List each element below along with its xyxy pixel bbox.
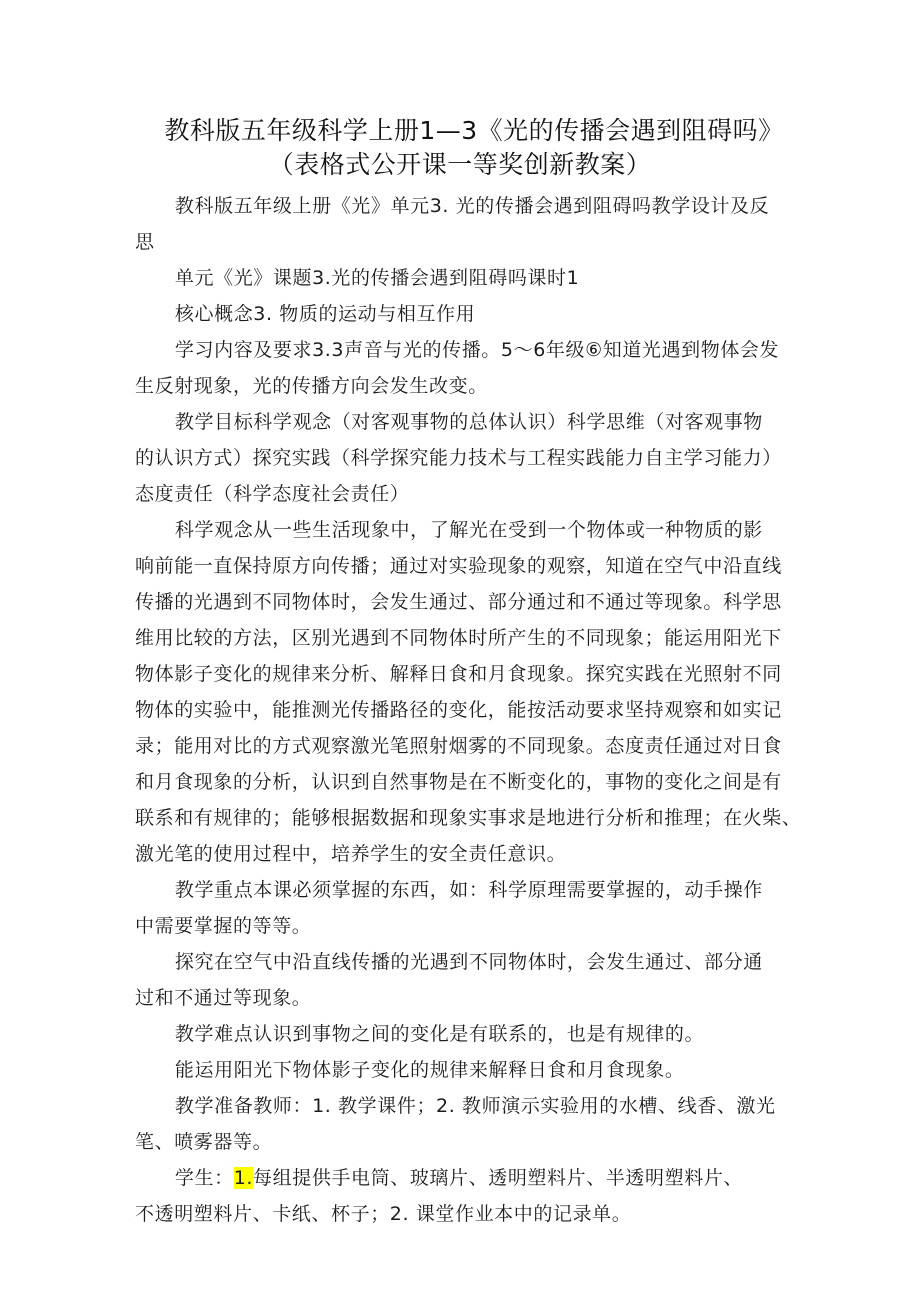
paragraph-line: 过和不通过等现象。 bbox=[135, 987, 312, 1009]
paragraph bbox=[135, 1016, 795, 1052]
paragraph-line: 教科版五年级上册《光》单元3. 光的传播会遇到阻碍吗教学设计及反 bbox=[174, 195, 770, 217]
paragraph bbox=[135, 944, 795, 1016]
paragraph bbox=[135, 872, 795, 944]
paragraph-line: 科学观念从一些生活现象中，了解光在受到一个物体或一种物质的影 bbox=[174, 519, 763, 541]
paragraph-line: 联系和有规律的；能够根据数据和现象实事求是地进行分析和推理；在火柴、 bbox=[135, 807, 802, 829]
paragraph-list bbox=[135, 188, 802, 1160]
paragraph-line: 单元《光》课题3.光的传播会遇到阻碍吗课时1 bbox=[174, 267, 580, 289]
paragraph-line: 传播的光遇到不同物体时，会发生通过、部分通过和不通过等现象。科学思 bbox=[135, 591, 782, 613]
paragraph-line: 维用比较的方法，区别光遇到不同物体时所产生的不同现象；能运用阳光下 bbox=[135, 627, 782, 649]
paragraph-line: 响前能一直保持原方向传播；通过对实验现象的观察，知道在空气中沿直线 bbox=[135, 555, 782, 577]
paragraph-line bbox=[135, 1160, 795, 1196]
document-subtitle: （表格式公开课一等奖创新教案） bbox=[268, 150, 652, 179]
paragraph-line: 态度责任（科学态度社会责任） bbox=[135, 483, 410, 505]
paragraph-text: 每组提供手电筒、玻璃片、透明塑料片、半透明塑料片、 bbox=[253, 1167, 744, 1189]
paragraph-line: 的认识方式）探究实践（科学探究能力技术与工程实践能力自主学习能力） bbox=[135, 447, 782, 469]
paragraph-line: 学习内容及要求3.3声音与光的传播。5～6年级⑥知道光遇到物体会发 bbox=[174, 339, 780, 361]
paragraph-line: 笔、喷雾器等。 bbox=[135, 1131, 273, 1153]
highlighted-text: 1. bbox=[233, 1167, 254, 1189]
paragraph-line: 物体的实验中，能推测光传播路径的变化，能按活动要求坚持观察和如实记 bbox=[135, 699, 782, 721]
paragraph-line: 探究在空气中沿直线传播的光遇到不同物体时，会发生通过、部分通 bbox=[174, 951, 763, 973]
paragraph bbox=[135, 512, 802, 872]
paragraph bbox=[135, 1088, 795, 1160]
label-students: 学生： bbox=[174, 1167, 234, 1189]
paragraph-line: 物体影子变化的规律来分析、解释日食和月食现象。探究实践在光照射不同 bbox=[135, 663, 782, 685]
paragraph-line: 核心概念3. 物质的运动与相互作用 bbox=[174, 303, 476, 325]
paragraph-line: 生反射现象，光的传播方向会发生改变。 bbox=[135, 375, 488, 397]
paragraph-line: 教学准备教师：1. 教学课件；2. 教师演示实验用的水槽、线香、激光 bbox=[174, 1095, 776, 1117]
paragraph bbox=[135, 260, 795, 296]
paragraph-line: 能运用阳光下物体影子变化的规律来解释日食和月食现象。 bbox=[174, 1059, 685, 1081]
paragraph-line: 中需要掌握的等等。 bbox=[135, 915, 312, 937]
document-body bbox=[135, 188, 802, 1232]
paragraph bbox=[135, 404, 795, 512]
paragraph bbox=[135, 296, 795, 332]
paragraph-students-materials bbox=[135, 1160, 795, 1232]
paragraph-line: 不透明塑料片、卡纸、杯子；2. 课堂作业本中的记录单。 bbox=[135, 1203, 632, 1225]
paragraph bbox=[135, 332, 795, 404]
paragraph-line: 录；能用对比的方式观察激光笔照射烟雾的不同现象。态度责任通过对日食 bbox=[135, 735, 782, 757]
document-title: 教科版五年级科学上册1—3《光的传播会遇到阻碍吗》 bbox=[164, 116, 784, 145]
paragraph-line: 和月食现象的分析，认识到自然事物是在不断变化的，事物的变化之间是有 bbox=[135, 771, 782, 793]
paragraph-line: 激光笔的使用过程中，培养学生的安全责任意识。 bbox=[135, 843, 567, 865]
paragraph-line: 思 bbox=[135, 231, 155, 253]
paragraph bbox=[135, 188, 795, 260]
paragraph-line: 教学难点认识到事物之间的变化是有联系的，也是有规律的。 bbox=[174, 1023, 705, 1045]
paragraph-line: 教学目标科学观念（对客观事物的总体认识）科学思维（对客观事物 bbox=[174, 411, 763, 433]
paragraph bbox=[135, 1052, 795, 1088]
paragraph-line: 教学重点本课必须掌握的东西，如：科学原理需要掌握的，动手操作 bbox=[174, 879, 763, 901]
